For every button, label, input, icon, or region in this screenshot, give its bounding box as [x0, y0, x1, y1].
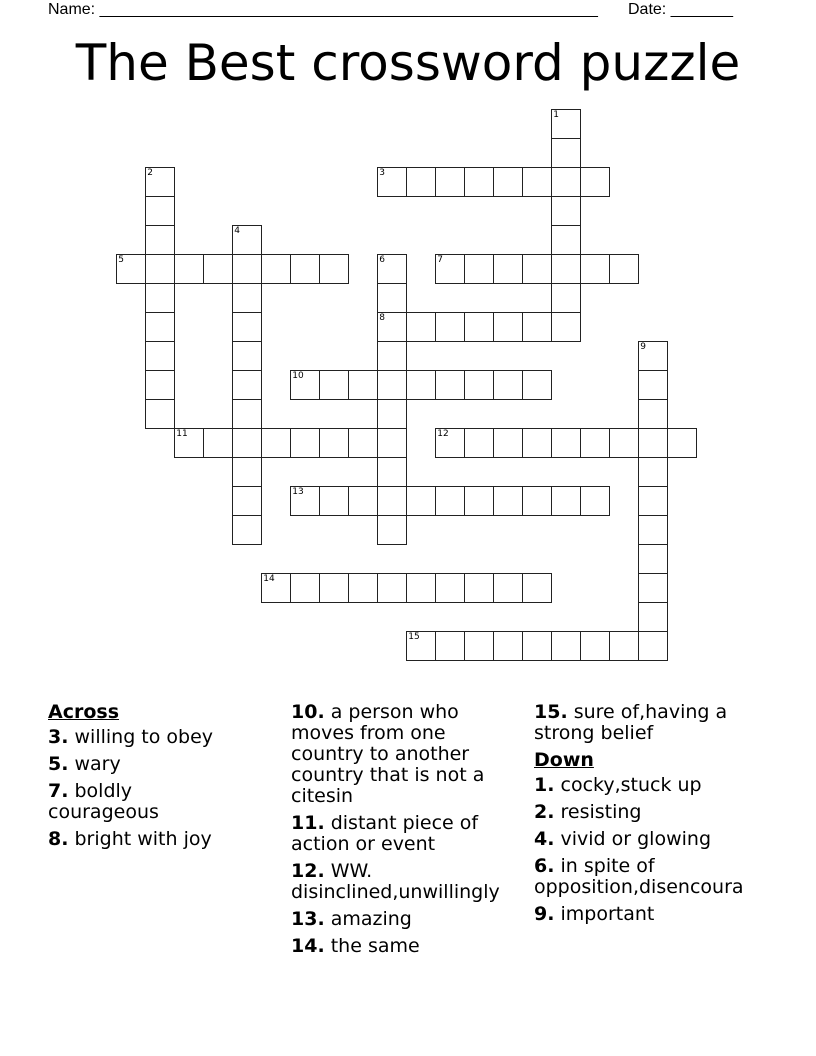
clues-column-1 — [48, 702, 283, 856]
clue-number: 15. — [534, 702, 568, 723]
grid-cell[interactable] — [406, 486, 436, 516]
grid-cell[interactable] — [406, 167, 436, 197]
clue-number: 12. — [291, 860, 325, 882]
clue-number: 7. — [48, 780, 69, 802]
grid-cell[interactable] — [290, 370, 320, 400]
clue-text: boldly courageous — [48, 780, 159, 823]
grid-cell[interactable] — [609, 428, 639, 458]
grid-cell[interactable] — [435, 254, 465, 284]
grid-cell[interactable] — [145, 283, 175, 313]
grid-cell[interactable] — [377, 486, 407, 516]
down-heading: Down — [534, 749, 594, 771]
grid-cell[interactable] — [377, 573, 407, 603]
cell-number: 12 — [437, 429, 449, 440]
grid-cell[interactable] — [377, 428, 407, 458]
clue-number: 14. — [291, 935, 325, 957]
grid-cell[interactable] — [638, 515, 668, 545]
grid-cell[interactable] — [464, 312, 494, 342]
grid-cell[interactable] — [435, 573, 465, 603]
clue-down-4 — [534, 829, 768, 850]
grid-cell[interactable] — [551, 486, 581, 516]
grid-cell[interactable] — [377, 399, 407, 429]
grid-cell[interactable] — [580, 486, 610, 516]
grid-cell[interactable] — [377, 283, 407, 313]
grid-cell[interactable] — [551, 283, 581, 313]
grid-cell[interactable] — [551, 225, 581, 255]
clue-across-8 — [48, 829, 283, 850]
grid-cell[interactable] — [522, 167, 552, 197]
clue-text: bright with joy — [74, 828, 212, 850]
grid-cell[interactable] — [551, 167, 581, 197]
grid-cell[interactable] — [638, 370, 668, 400]
cell-number: 9 — [640, 342, 646, 353]
grid-cell[interactable] — [406, 631, 436, 661]
grid-cell[interactable] — [551, 428, 581, 458]
clue-across-14 — [291, 936, 531, 957]
grid-cell[interactable] — [261, 428, 291, 458]
grid-cell[interactable] — [464, 167, 494, 197]
grid-cell[interactable] — [493, 428, 523, 458]
grid-cell[interactable] — [232, 312, 262, 342]
grid-cell[interactable] — [551, 109, 581, 139]
clue-down-9 — [534, 904, 768, 925]
clue-number: 4. — [534, 828, 555, 850]
clue-across-12 — [291, 860, 500, 903]
grid-cell[interactable] — [145, 254, 175, 284]
grid-cell[interactable] — [493, 370, 523, 400]
grid-cell[interactable] — [319, 486, 349, 516]
grid-cell[interactable] — [290, 428, 320, 458]
grid-cell[interactable] — [145, 312, 175, 342]
grid-cell[interactable] — [203, 428, 233, 458]
grid-cell[interactable] — [493, 254, 523, 284]
grid-cell[interactable] — [638, 631, 668, 661]
across-heading: Across — [48, 701, 120, 723]
clue-text: vivid or glowing — [560, 828, 712, 850]
grid-cell[interactable] — [145, 370, 175, 400]
clue-across-7 — [48, 781, 188, 823]
grid-cell[interactable] — [638, 486, 668, 516]
grid-cell[interactable] — [435, 428, 465, 458]
clue-number: 9. — [534, 903, 555, 925]
grid-cell[interactable] — [435, 631, 465, 661]
grid-cell[interactable] — [145, 225, 175, 255]
date-field[interactable]: Date: _______ — [628, 1, 733, 18]
grid-cell[interactable] — [522, 631, 552, 661]
grid-cell[interactable] — [551, 312, 581, 342]
grid-cell[interactable] — [319, 573, 349, 603]
grid-cell[interactable] — [638, 602, 668, 632]
name-field[interactable]: Name: ________________________________________________________ — [48, 1, 598, 18]
grid-cell[interactable] — [580, 167, 610, 197]
clue-text: WW. disinclined,unwillingly — [291, 860, 500, 903]
clue-across-11 — [291, 813, 531, 855]
grid-cell[interactable] — [638, 428, 668, 458]
grid-cell[interactable] — [551, 631, 581, 661]
clue-text: willing to obey — [74, 726, 214, 748]
clue-text: important — [560, 903, 655, 925]
cell-number: 4 — [234, 226, 240, 237]
grid-cell[interactable] — [580, 254, 610, 284]
grid-cell[interactable] — [638, 573, 668, 603]
grid-cell[interactable] — [203, 254, 233, 284]
grid-cell[interactable] — [290, 486, 320, 516]
grid-cell[interactable] — [464, 486, 494, 516]
grid-cell[interactable] — [638, 457, 668, 487]
grid-cell[interactable] — [522, 573, 552, 603]
grid-cell[interactable] — [232, 457, 262, 487]
clue-across-10 — [291, 702, 519, 807]
clue-text: resisting — [560, 801, 642, 823]
grid-cell[interactable] — [232, 283, 262, 313]
cell-number: 8 — [379, 313, 385, 324]
grid-cell[interactable] — [580, 428, 610, 458]
grid-cell[interactable] — [348, 573, 378, 603]
grid-cell[interactable] — [667, 428, 697, 458]
grid-cell[interactable] — [493, 312, 523, 342]
grid-cell[interactable] — [609, 254, 639, 284]
clue-number: 13. — [291, 908, 325, 930]
clue-across-13 — [291, 909, 531, 930]
cell-number: 10 — [292, 371, 304, 382]
grid-cell[interactable] — [319, 428, 349, 458]
clue-down-1 — [534, 775, 768, 796]
grid-cell[interactable] — [232, 254, 262, 284]
grid-cell[interactable] — [377, 341, 407, 371]
grid-cell[interactable] — [522, 254, 552, 284]
clue-number: 6. — [534, 855, 555, 877]
clue-text: wary — [74, 753, 121, 775]
clue-number: 10. — [291, 701, 325, 723]
cell-number: 7 — [437, 255, 443, 266]
grid-cell[interactable] — [493, 486, 523, 516]
clue-number: 3. — [48, 726, 69, 748]
grid-cell[interactable] — [464, 370, 494, 400]
grid-cell[interactable] — [435, 167, 465, 197]
grid-cell[interactable] — [232, 515, 262, 545]
grid-cell[interactable] — [522, 370, 552, 400]
grid-cell[interactable] — [377, 167, 407, 197]
grid-cell[interactable] — [377, 370, 407, 400]
clue-text: sure of,having a strong belief — [534, 702, 728, 744]
grid-cell[interactable] — [348, 370, 378, 400]
grid-cell[interactable] — [493, 631, 523, 661]
clue-across-5 — [48, 754, 283, 775]
clues-column-3 — [534, 702, 768, 931]
grid-cell[interactable] — [116, 254, 146, 284]
cell-number: 13 — [292, 487, 304, 498]
grid-cell[interactable] — [493, 167, 523, 197]
grid-cell[interactable] — [638, 341, 668, 371]
grid-cell[interactable] — [232, 225, 262, 255]
grid-cell[interactable] — [522, 428, 552, 458]
grid-cell[interactable] — [348, 486, 378, 516]
grid-cell[interactable] — [551, 196, 581, 226]
grid-cell[interactable] — [609, 631, 639, 661]
grid-cell[interactable] — [377, 457, 407, 487]
clue-across-15 — [534, 702, 764, 744]
cell-number: 1 — [553, 110, 559, 121]
clue-text: amazing — [330, 908, 412, 930]
grid-cell[interactable] — [435, 312, 465, 342]
clues-column-2 — [291, 702, 531, 963]
grid-cell[interactable] — [464, 573, 494, 603]
clue-number: 1. — [534, 774, 555, 796]
grid-cell[interactable] — [232, 370, 262, 400]
grid-cell[interactable] — [232, 486, 262, 516]
grid-cell[interactable] — [464, 428, 494, 458]
clue-number: 8. — [48, 828, 69, 850]
grid-cell[interactable] — [174, 428, 204, 458]
grid-cell[interactable] — [232, 428, 262, 458]
grid-cell[interactable] — [551, 138, 581, 168]
cell-number: 15 — [408, 632, 420, 643]
grid-cell[interactable] — [522, 312, 552, 342]
grid-cell[interactable] — [551, 254, 581, 284]
grid-cell[interactable] — [261, 254, 291, 284]
grid-cell[interactable] — [377, 254, 407, 284]
clue-down-6 — [534, 856, 768, 898]
grid-cell[interactable] — [145, 341, 175, 371]
grid-cell[interactable] — [232, 341, 262, 371]
cell-number: 11 — [176, 429, 188, 440]
grid-cell[interactable] — [638, 544, 668, 574]
grid-cell[interactable] — [522, 486, 552, 516]
grid-cell[interactable] — [406, 573, 436, 603]
grid-cell[interactable] — [435, 370, 465, 400]
cell-number: 5 — [118, 255, 124, 266]
clue-number: 5. — [48, 753, 69, 775]
grid-cell[interactable] — [319, 254, 349, 284]
grid-cell[interactable] — [406, 370, 436, 400]
cell-number: 2 — [147, 168, 153, 179]
clue-down-2 — [534, 802, 768, 823]
grid-cell[interactable] — [406, 312, 436, 342]
cell-number: 14 — [263, 574, 275, 585]
grid-cell[interactable] — [348, 428, 378, 458]
clue-text: cocky,stuck up — [560, 774, 702, 796]
grid-cell[interactable] — [464, 631, 494, 661]
clue-text: the same — [330, 935, 420, 957]
clue-number: 2. — [534, 801, 555, 823]
grid-cell[interactable] — [638, 399, 668, 429]
grid-cell[interactable] — [145, 167, 175, 197]
cell-number: 6 — [379, 255, 385, 266]
clue-number: 11. — [291, 812, 325, 834]
clue-text: a person who moves from one country to another country that is not a citesin — [291, 701, 485, 807]
grid-cell[interactable] — [464, 254, 494, 284]
grid-cell[interactable] — [174, 254, 204, 284]
grid-cell[interactable] — [232, 399, 262, 429]
grid-cell[interactable] — [580, 631, 610, 661]
grid-cell[interactable] — [145, 399, 175, 429]
grid-cell[interactable] — [290, 573, 320, 603]
grid-cell[interactable] — [261, 573, 291, 603]
clue-across-3 — [48, 727, 283, 748]
grid-cell[interactable] — [145, 196, 175, 226]
grid-cell[interactable] — [493, 573, 523, 603]
grid-cell[interactable] — [377, 515, 407, 545]
grid-cell[interactable] — [290, 254, 320, 284]
clue-text: in spite of opposition,disencoura — [534, 855, 744, 898]
grid-cell[interactable] — [319, 370, 349, 400]
cell-number: 3 — [379, 168, 385, 179]
clue-text: distant piece of action or event — [291, 812, 479, 855]
grid-cell[interactable] — [377, 312, 407, 342]
page-title: The Best crossword puzzle — [75, 34, 741, 92]
grid-cell[interactable] — [435, 486, 465, 516]
